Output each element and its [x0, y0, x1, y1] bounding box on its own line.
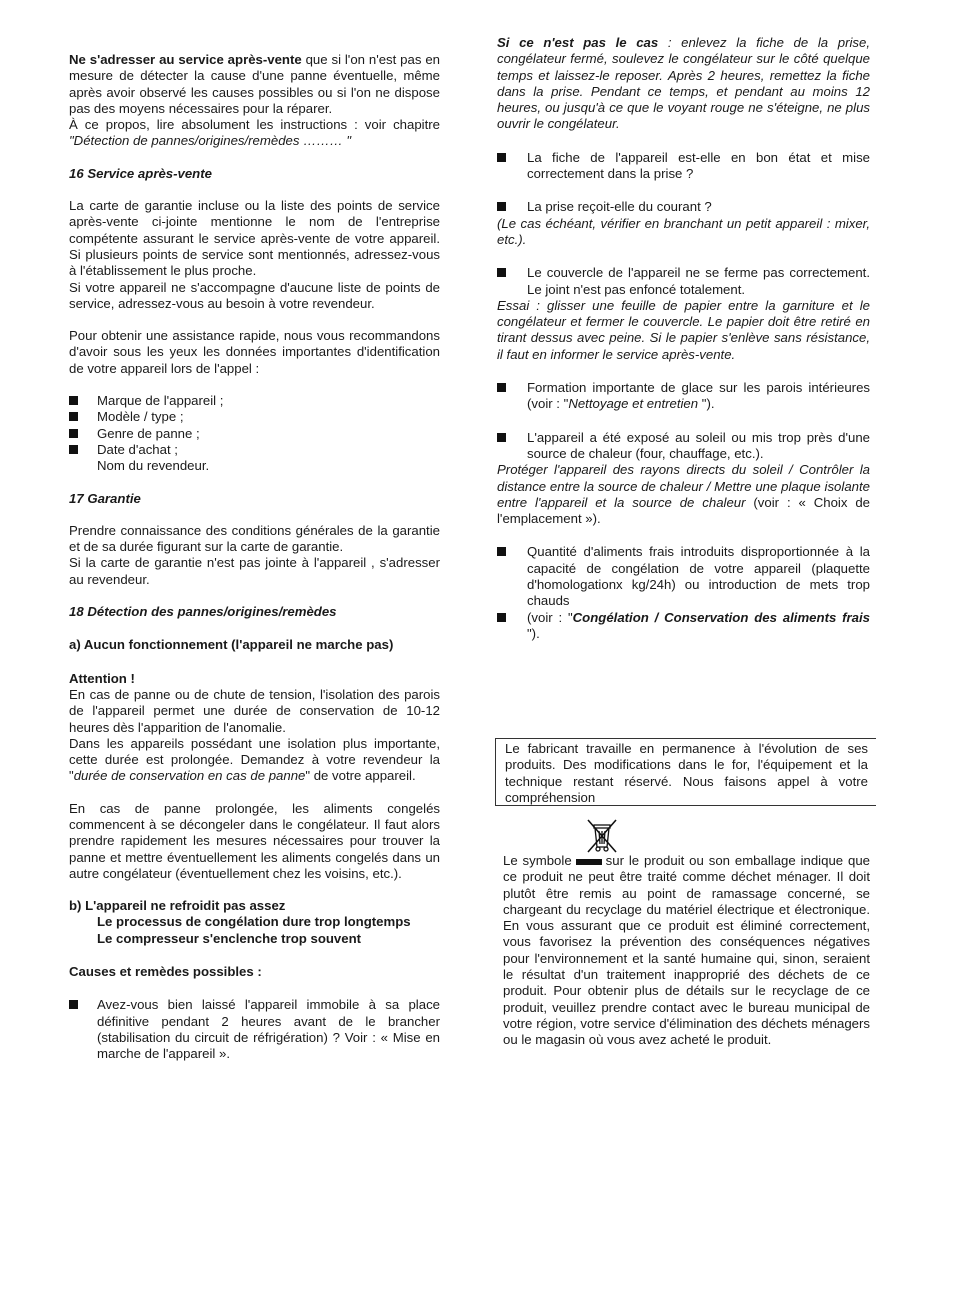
check-item	[497, 544, 870, 609]
list-item-text: Modèle / type ;	[97, 409, 184, 425]
right-column	[497, 0, 870, 642]
cause-item-text: Avez-vous bien laissé l'appareil immobile à sa place définitive pendant 2 heures avant de le brancher (stabilisation du circuit de réfrigération) ? Voir : « Mise en marche de l'appareil ».	[97, 997, 440, 1062]
manufacturer-notice-text: Le fabricant travaille en permanence à l'évolution de ses produits. Des modifications dans le for, l'équipement et la technique restant réservé. Nous faisons appel à votre compréhension	[505, 741, 868, 805]
bullet-square-icon	[497, 383, 506, 392]
bullet-square-icon	[497, 153, 506, 162]
weee-text: sur le produit ou son emballage indique que ce produit ne peut être traité comme déchet ménager. Il doit plutôt être remis au point de ramassage concerné, se chargeant du recyclage du matériel électrique et électronique. En vous assurant que ce produit est éliminé correctement, vous favorisez la prévention des conséquences négatives pour l'environnement et la santé humaine qui, sinon, seraient le résultat d'un traitement inapproprié des déchets de ce produit. Pour obtenir plus de détails sur le recyclage de ce produit, veuillez prendre contact avec le bureau municipal de votre région, votre service d'élimination des déchets ménagers ou le magasin où vous avez acheté le produit.	[503, 853, 870, 1048]
check-item	[497, 265, 870, 298]
check-note-end: (voir : « Choix de l'emplacement »).	[497, 494, 870, 527]
section-17-title: 17 Garantie	[69, 490, 141, 506]
identification-list	[69, 393, 440, 474]
intro-text: que si l'on n'est pas en mesure de détecter la cause d'une panne éventuelle, même après avoir observé les causes possibles ou si l'on ne dispose pas des moyens nécessaires pour la réparer.	[69, 52, 440, 116]
bullet-square-icon	[497, 433, 506, 442]
attention-p2-italic: durée de conservation en cas de panne	[73, 768, 306, 784]
bullet-square-icon	[497, 613, 506, 622]
crossed-out-bin-icon	[584, 816, 620, 856]
check-item-text-end: ").	[527, 625, 540, 641]
check-item	[497, 150, 870, 183]
list-item-text: Date d'achat ;	[97, 441, 178, 457]
unplug-text: : enlevez la fiche de la prise, congélateur fermé, soulevez le congélateur sur le côté quelque temps et laissez-le reposer. Après 2 heures, remettez la fiche dans la prise. Pendant ce temps, et pendant au moins 12 heures, ou jusqu'à ce que le voyant rouge ne s'éteigne, ne plus ouvrir le congélateur.	[497, 35, 870, 132]
intro2-link: "Détection de pannes/origines/remèdes ……… "	[69, 133, 352, 149]
bullet-square-icon	[497, 547, 506, 556]
section-18-title: 18 Détection des pannes/origines/remèdes	[69, 604, 337, 620]
attention-p1: En cas de panne ou de chute de tension, l'isolation des parois de l'appareil permet une durée de conservation de 10-12 heures dès l'apparition de l'anomalie.	[69, 686, 440, 735]
intro-paragraph	[69, 52, 440, 117]
intro-paragraph-2	[69, 117, 440, 150]
list-item	[69, 409, 440, 425]
bullet-square-icon	[69, 429, 78, 438]
list-item-text: Marque de l'appareil ;	[97, 393, 224, 409]
underline-bar-icon	[576, 859, 602, 865]
check-item-text	[527, 380, 870, 413]
attention-p3: En cas de panne prolongée, les aliments congelés commencent à se décongeler dans le congélateur. Il faut alors prendre rapidement les mesures nécessaires pour trouver la panne et mettre éventuellement les aliments congelés dans un autre congélateur (éventuellement chez les voisins, etc.).	[69, 800, 440, 881]
check-item-text: Quantité d'aliments frais introduits disproportionnée à la capacité de congélation de votre appareil (plaquette d'homologationx kg/24h) ou introduction de mets trop chauds	[527, 544, 870, 609]
list-item	[69, 426, 440, 442]
section-16-title: 16 Service après-vente	[69, 165, 212, 181]
bullet-square-icon	[69, 412, 78, 421]
left-column	[69, 0, 440, 1063]
bullet-square-icon	[69, 445, 78, 454]
weee-text-start: Le symbole	[503, 853, 572, 868]
weee-disposal-paragraph	[503, 853, 870, 1049]
cause-item	[69, 997, 440, 1062]
section-17-p2: Si la carte de garantie n'est pas jointe à l'appareil , s'adresser au revendeur.	[69, 555, 440, 587]
attention-p2-text: Dans les appareils possédant une isolation plus importante, cette durée est prolongée. Demandez à votre revendeur la "	[69, 735, 440, 784]
check-item-text: Le couvercle de l'appareil ne se ferme pas correctement. Le joint n'est pas enfoncé totalement.	[527, 265, 870, 297]
check-note	[497, 462, 870, 527]
check-item-text-a: Formation importante de glace sur les parois intérieures (voir : "	[527, 380, 870, 412]
causes-title: Causes et remèdes possibles :	[69, 964, 262, 980]
list-item-text: Nom du revendeur.	[97, 458, 210, 474]
list-item-text: Genre de panne ;	[97, 425, 200, 441]
section-18-b3: Le compresseur s'enclenche trop souvent	[97, 930, 362, 946]
check-item-text	[527, 610, 870, 643]
section-18-b: b) L'appareil ne refroidit pas assez	[69, 898, 286, 914]
attention-p2-end: " de votre appareil.	[305, 768, 416, 784]
section-18-b2: Le processus de congélation dure trop longtemps	[97, 914, 411, 930]
check-note: (Le cas échéant, vérifier en branchant un petit appareil : mixer, etc.).	[497, 215, 870, 247]
attention-label: Attention !	[69, 670, 135, 686]
bullet-square-icon	[497, 268, 506, 277]
check-item	[497, 610, 870, 643]
bullet-square-icon	[69, 396, 78, 405]
bullet-square-icon	[69, 1000, 78, 1009]
check-item	[497, 430, 870, 463]
attention-p2	[69, 736, 440, 785]
intro2-text: À ce propos, lire absolument les instructions : voir chapitre	[69, 117, 440, 133]
check-item-text-end: ").	[698, 396, 715, 412]
check-item	[497, 199, 870, 215]
check-item-text-a: (voir : "	[527, 609, 573, 625]
section-16-p2: Si votre appareil ne s'accompagne d'aucune liste de points de service, adressez-vous au besoin à votre revendeur.	[69, 279, 440, 311]
check-item	[497, 380, 870, 413]
check-item-text: La fiche de l'appareil est-elle en bon état et mise correctement dans la prise ?	[527, 149, 870, 182]
section-18-a: a) Aucun fonctionnement (l'appareil ne marche pas)	[69, 637, 394, 653]
list-item	[69, 393, 440, 409]
unplug-bold: Si ce n'est pas le cas	[497, 35, 659, 50]
check-item-text: La prise reçoit-elle du courant ?	[527, 199, 712, 215]
check-item-text-italic: Nettoyage et entretien	[568, 396, 699, 412]
check-item-text: L'appareil a été exposé au soleil ou mis trop près d'une source de chaleur (four, chauffage, etc.).	[527, 429, 870, 461]
manufacturer-notice-box	[495, 738, 876, 806]
bullet-square-icon	[497, 202, 506, 211]
check-note-italic: Protéger l'appareil des rayons directs du soleil / Contrôler la distance entre la source de chaleur / Mettre une plaque isolante entre l'appareil et la source de chaleur	[497, 462, 870, 510]
unplug-instruction	[497, 35, 870, 133]
intro-bold: Ne s'adresser au service après-vente	[69, 52, 302, 67]
check-item-text-bold: Congélation / Conservation des aliments frais	[572, 609, 870, 625]
section-17-p1: Prendre connaissance des conditions générales de la garantie et de sa durée figurant sur la carte de garantie.	[69, 522, 440, 555]
check-note: Essai : glisser une feuille de papier entre la garniture et le congélateur et fermer le couvercle. Le papier doit être retiré en tirant dessus avec peine. Si le papier s'enlève sans résistance, il faut en informer le service après-vente.	[497, 297, 870, 362]
list-item	[69, 442, 440, 458]
section-16-p3: Pour obtenir une assistance rapide, nous vous recommandons d'avoir sous les yeux les données importantes d'identification de votre appareil lors de l'appel :	[69, 328, 440, 376]
section-16-p1: La carte de garantie incluse ou la liste des points de service après-vente ci-jointe mentionne le nom de l'entreprise compétente assurant le service après-vente de votre appareil. Si plusieurs points de service sont mentionnés, adressez-vous à l'établissement le plus proche.	[69, 198, 440, 279]
